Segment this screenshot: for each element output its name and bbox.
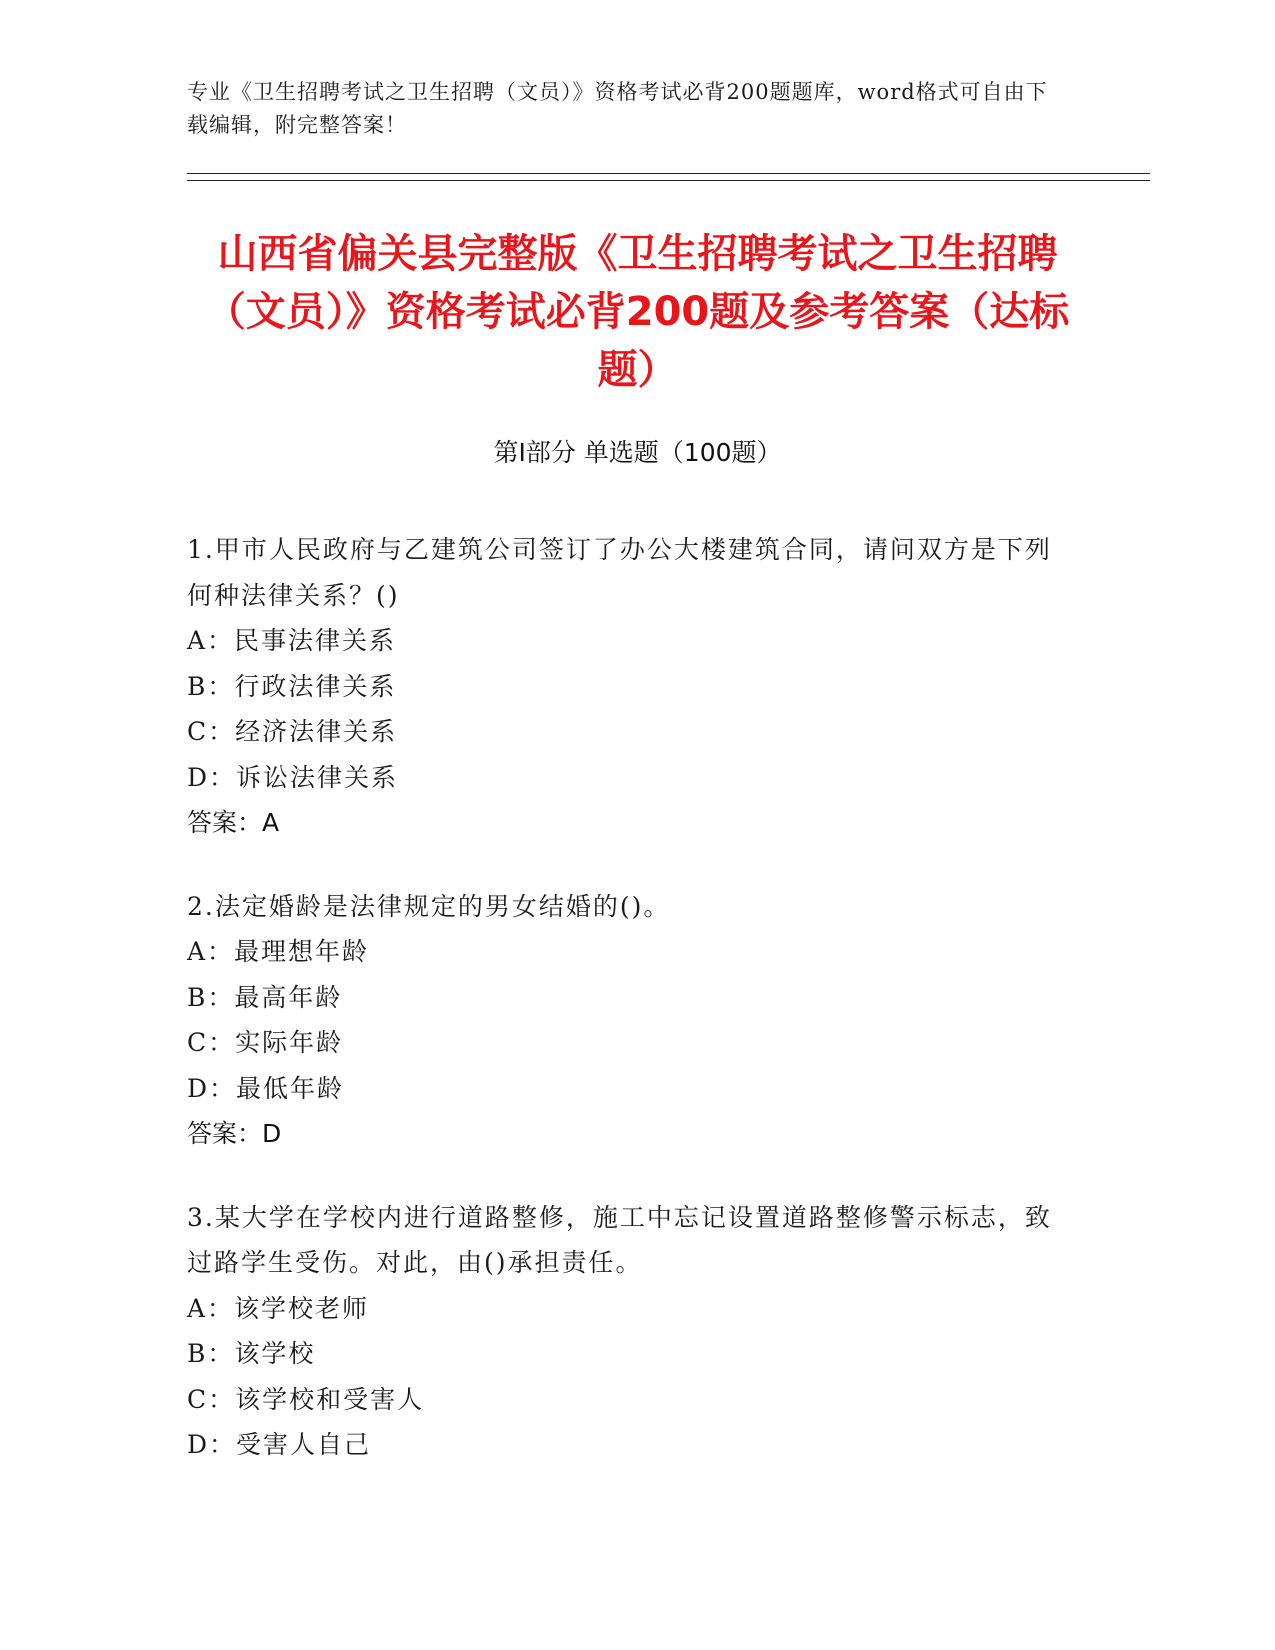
answer-line: 答案：A: [187, 808, 280, 837]
question-text: 3.某大学在学校内进行道路整修，施工中忘记设置道路整修警示标志，致过路学生受伤。对此，由()承担责任。: [187, 1202, 1052, 1277]
option-c: C：该学校和受害人: [187, 1384, 425, 1414]
answer-line: 答案：D: [187, 1119, 282, 1148]
option-d: D：受害人自己: [187, 1430, 372, 1459]
option-c: C：实际年龄: [187, 1028, 344, 1057]
option-d: D：诉讼法律关系: [187, 762, 399, 792]
question-item: [187, 527, 1067, 846]
option-d: D：最低年龄: [187, 1073, 345, 1103]
option-b: B：行政法律关系: [187, 671, 397, 701]
option-c: C：经济法律关系: [187, 717, 398, 746]
question-item: [187, 884, 1067, 1157]
header-note: 专业《卫生招聘考试之卫生招聘（文员）》资格考试必背200题题库，word格式可自由下载编辑，附完整答案！: [187, 80, 1048, 137]
document-title: 山西省偏关县完整版《卫生招聘考试之卫生招聘（文员）》资格考试必背200题及参考答案（达标题）: [205, 231, 1070, 393]
option-b: B：最高年龄: [187, 982, 343, 1012]
question-text: 2.法定婚龄是法律规定的男女结婚的()。: [187, 891, 671, 921]
question-list: [187, 527, 1067, 1506]
option-a: A：该学校老师: [187, 1293, 370, 1323]
section-title: 第I部分 单选题（100题）: [493, 438, 782, 467]
question-text: 1.甲市人民政府与乙建筑公司签订了办公大楼建筑合同，请问双方是下列何种法律关系？(): [187, 535, 1052, 610]
option-b: B：该学校: [187, 1339, 316, 1368]
question-item: [187, 1195, 1067, 1468]
header-divider-bottom: [187, 180, 1150, 181]
header-divider-top: [187, 173, 1150, 174]
option-a: A：最理想年龄: [187, 937, 370, 966]
option-a: A：民事法律关系: [187, 626, 397, 655]
